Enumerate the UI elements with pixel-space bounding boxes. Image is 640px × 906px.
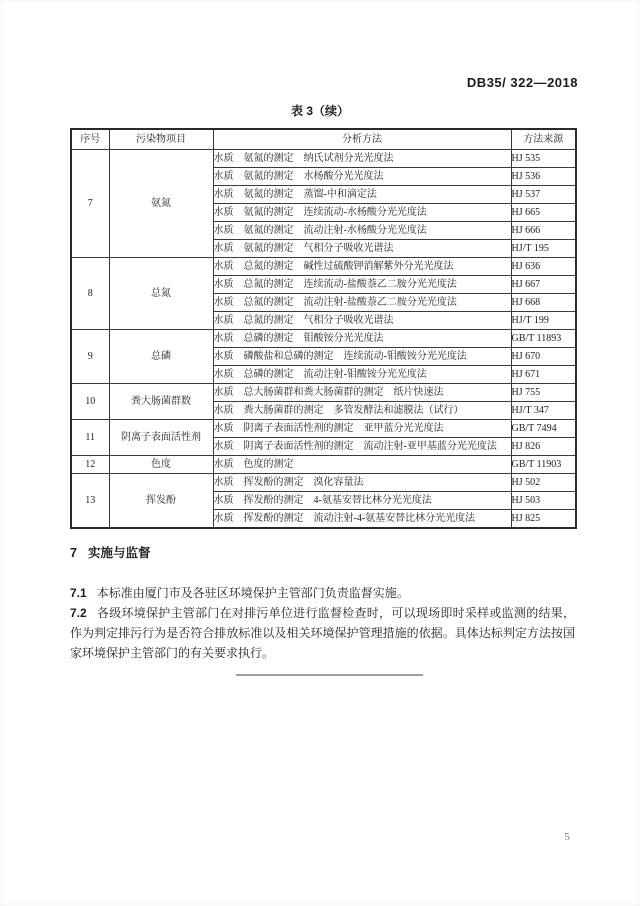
cell-source: HJ 502 <box>511 474 576 492</box>
cell-source: HJ 755 <box>511 384 576 402</box>
table-row <box>71 384 576 402</box>
cell-seq: 11 <box>71 420 109 456</box>
cell-analysis: 水质 总氮的测定 气相分子吸收光谱法 <box>213 312 511 330</box>
doc-number: DB35/ 322—2018 <box>466 75 578 90</box>
header-analysis: 分析方法 <box>213 129 511 150</box>
cell-source: HJ 535 <box>511 150 576 168</box>
cell-analysis: 水质 氨氮的测定 流动注射-水杨酸分光光度法 <box>213 222 511 240</box>
header-pollutant: 污染物项目 <box>109 129 213 150</box>
cell-analysis: 水质 总氮的测定 流动注射-盐酸萘乙二胺分光光度法 <box>213 294 511 312</box>
table-row <box>71 150 576 168</box>
clause-7-2 <box>70 603 575 663</box>
cell-analysis: 水质 总磷的测定 钼酸铵分光光度法 <box>213 330 511 348</box>
cell-source: HJ 667 <box>511 276 576 294</box>
table-row <box>71 474 576 492</box>
footer-divider-line <box>236 674 423 676</box>
cell-pollutant: 阴离子表面活性剂 <box>109 420 213 456</box>
cell-source: HJ 636 <box>511 258 576 276</box>
table-row <box>71 330 576 348</box>
cell-pollutant: 总氮 <box>109 258 213 330</box>
table-row <box>71 456 576 474</box>
cell-source: HJ 503 <box>511 492 576 510</box>
cell-seq: 13 <box>71 474 109 529</box>
page-number: 5 <box>564 831 570 843</box>
section-heading <box>70 543 575 561</box>
cell-source: HJ 665 <box>511 204 576 222</box>
clause-text: 本标准由厦门市及各驻区环境保护主管部门负责监督实施。 <box>96 586 409 600</box>
cell-pollutant: 粪大肠菌群数 <box>109 384 213 420</box>
section-implementation <box>70 543 575 663</box>
cell-source: GB/T 11903 <box>511 456 576 474</box>
cell-analysis: 水质 氨氮的测定 连续流动-水杨酸分光光度法 <box>213 204 511 222</box>
cell-analysis: 水质 总磷的测定 流动注射-钼酸铵分光光度法 <box>213 366 511 384</box>
cell-source: HJ 826 <box>511 438 576 456</box>
clause-7-1 <box>70 583 575 603</box>
cell-analysis: 水质 色度的测定 <box>213 456 511 474</box>
section-number: 7 <box>70 546 77 560</box>
cell-pollutant: 挥发酚 <box>109 474 213 529</box>
header-seq: 序号 <box>71 129 109 150</box>
section-title: 实施与监督 <box>87 546 151 560</box>
clause-number: 7.1 <box>70 586 87 600</box>
cell-analysis: 水质 总氮的测定 碱性过硫酸钾消解紫外分光光度法 <box>213 258 511 276</box>
cell-analysis: 水质 氨氮的测定 蒸馏-中和滴定法 <box>213 186 511 204</box>
cell-source: HJ 825 <box>511 510 576 529</box>
clause-number: 7.2 <box>70 606 87 620</box>
cell-seq: 9 <box>71 330 109 384</box>
cell-analysis: 水质 挥发酚的测定 溴化容量法 <box>213 474 511 492</box>
cell-seq: 8 <box>71 258 109 330</box>
table-row <box>71 420 576 438</box>
analysis-methods-table <box>70 128 577 529</box>
cell-analysis: 水质 挥发酚的测定 流动注射-4-氨基安替比林分光光度法 <box>213 510 511 529</box>
header-source: 方法来源 <box>511 129 576 150</box>
cell-source: HJ 671 <box>511 366 576 384</box>
cell-source: GB/T 11893 <box>511 330 576 348</box>
cell-analysis: 水质 磷酸盐和总磷的测定 连续流动-钼酸铵分光光度法 <box>213 348 511 366</box>
cell-seq: 12 <box>71 456 109 474</box>
cell-source: HJ/T 195 <box>511 240 576 258</box>
cell-analysis: 水质 阴离子表面活性剂的测定 流动注射-亚甲基蓝分光光度法 <box>213 438 511 456</box>
cell-source: HJ 668 <box>511 294 576 312</box>
cell-source: HJ 537 <box>511 186 576 204</box>
cell-source: GB/T 7494 <box>511 420 576 438</box>
cell-source: HJ 666 <box>511 222 576 240</box>
cell-analysis: 水质 氨氮的测定 气相分子吸收光谱法 <box>213 240 511 258</box>
clause-text: 各级环境保护主管部门在对排污单位进行监督检查时，可以现场即时采样或监测的结果，作为判定排污行为是否符合排放标准以及相关环境保护管理措施的依据。具体达标判定方法按国家环境保护主管部门的有关要求执行。 <box>70 606 575 660</box>
cell-seq: 7 <box>71 150 109 258</box>
cell-source: HJ/T 199 <box>511 312 576 330</box>
cell-analysis: 水质 粪大肠菌群的测定 多管发酵法和滤膜法（试行） <box>213 402 511 420</box>
cell-pollutant: 色度 <box>109 456 213 474</box>
cell-pollutant: 总磷 <box>109 330 213 384</box>
table-row <box>71 258 576 276</box>
cell-analysis: 水质 挥发酚的测定 4-氨基安替比林分光光度法 <box>213 492 511 510</box>
cell-source: HJ 536 <box>511 168 576 186</box>
cell-analysis: 水质 氨氮的测定 水杨酸分光光度法 <box>213 168 511 186</box>
cell-analysis: 水质 总大肠菌群和粪大肠菌群的测定 纸片快速法 <box>213 384 511 402</box>
cell-source: HJ 670 <box>511 348 576 366</box>
cell-source: HJ/T 347 <box>511 402 576 420</box>
cell-pollutant: 氨氮 <box>109 150 213 258</box>
table-caption: 表 3（续） <box>290 104 349 118</box>
cell-analysis: 水质 氨氮的测定 纳氏试剂分光光度法 <box>213 150 511 168</box>
cell-analysis: 水质 阴离子表面活性剂的测定 亚甲蓝分光光度法 <box>213 420 511 438</box>
cell-seq: 10 <box>71 384 109 420</box>
cell-analysis: 水质 总氮的测定 连续流动-盐酸萘乙二胺分光光度法 <box>213 276 511 294</box>
table-header-row <box>71 129 576 150</box>
